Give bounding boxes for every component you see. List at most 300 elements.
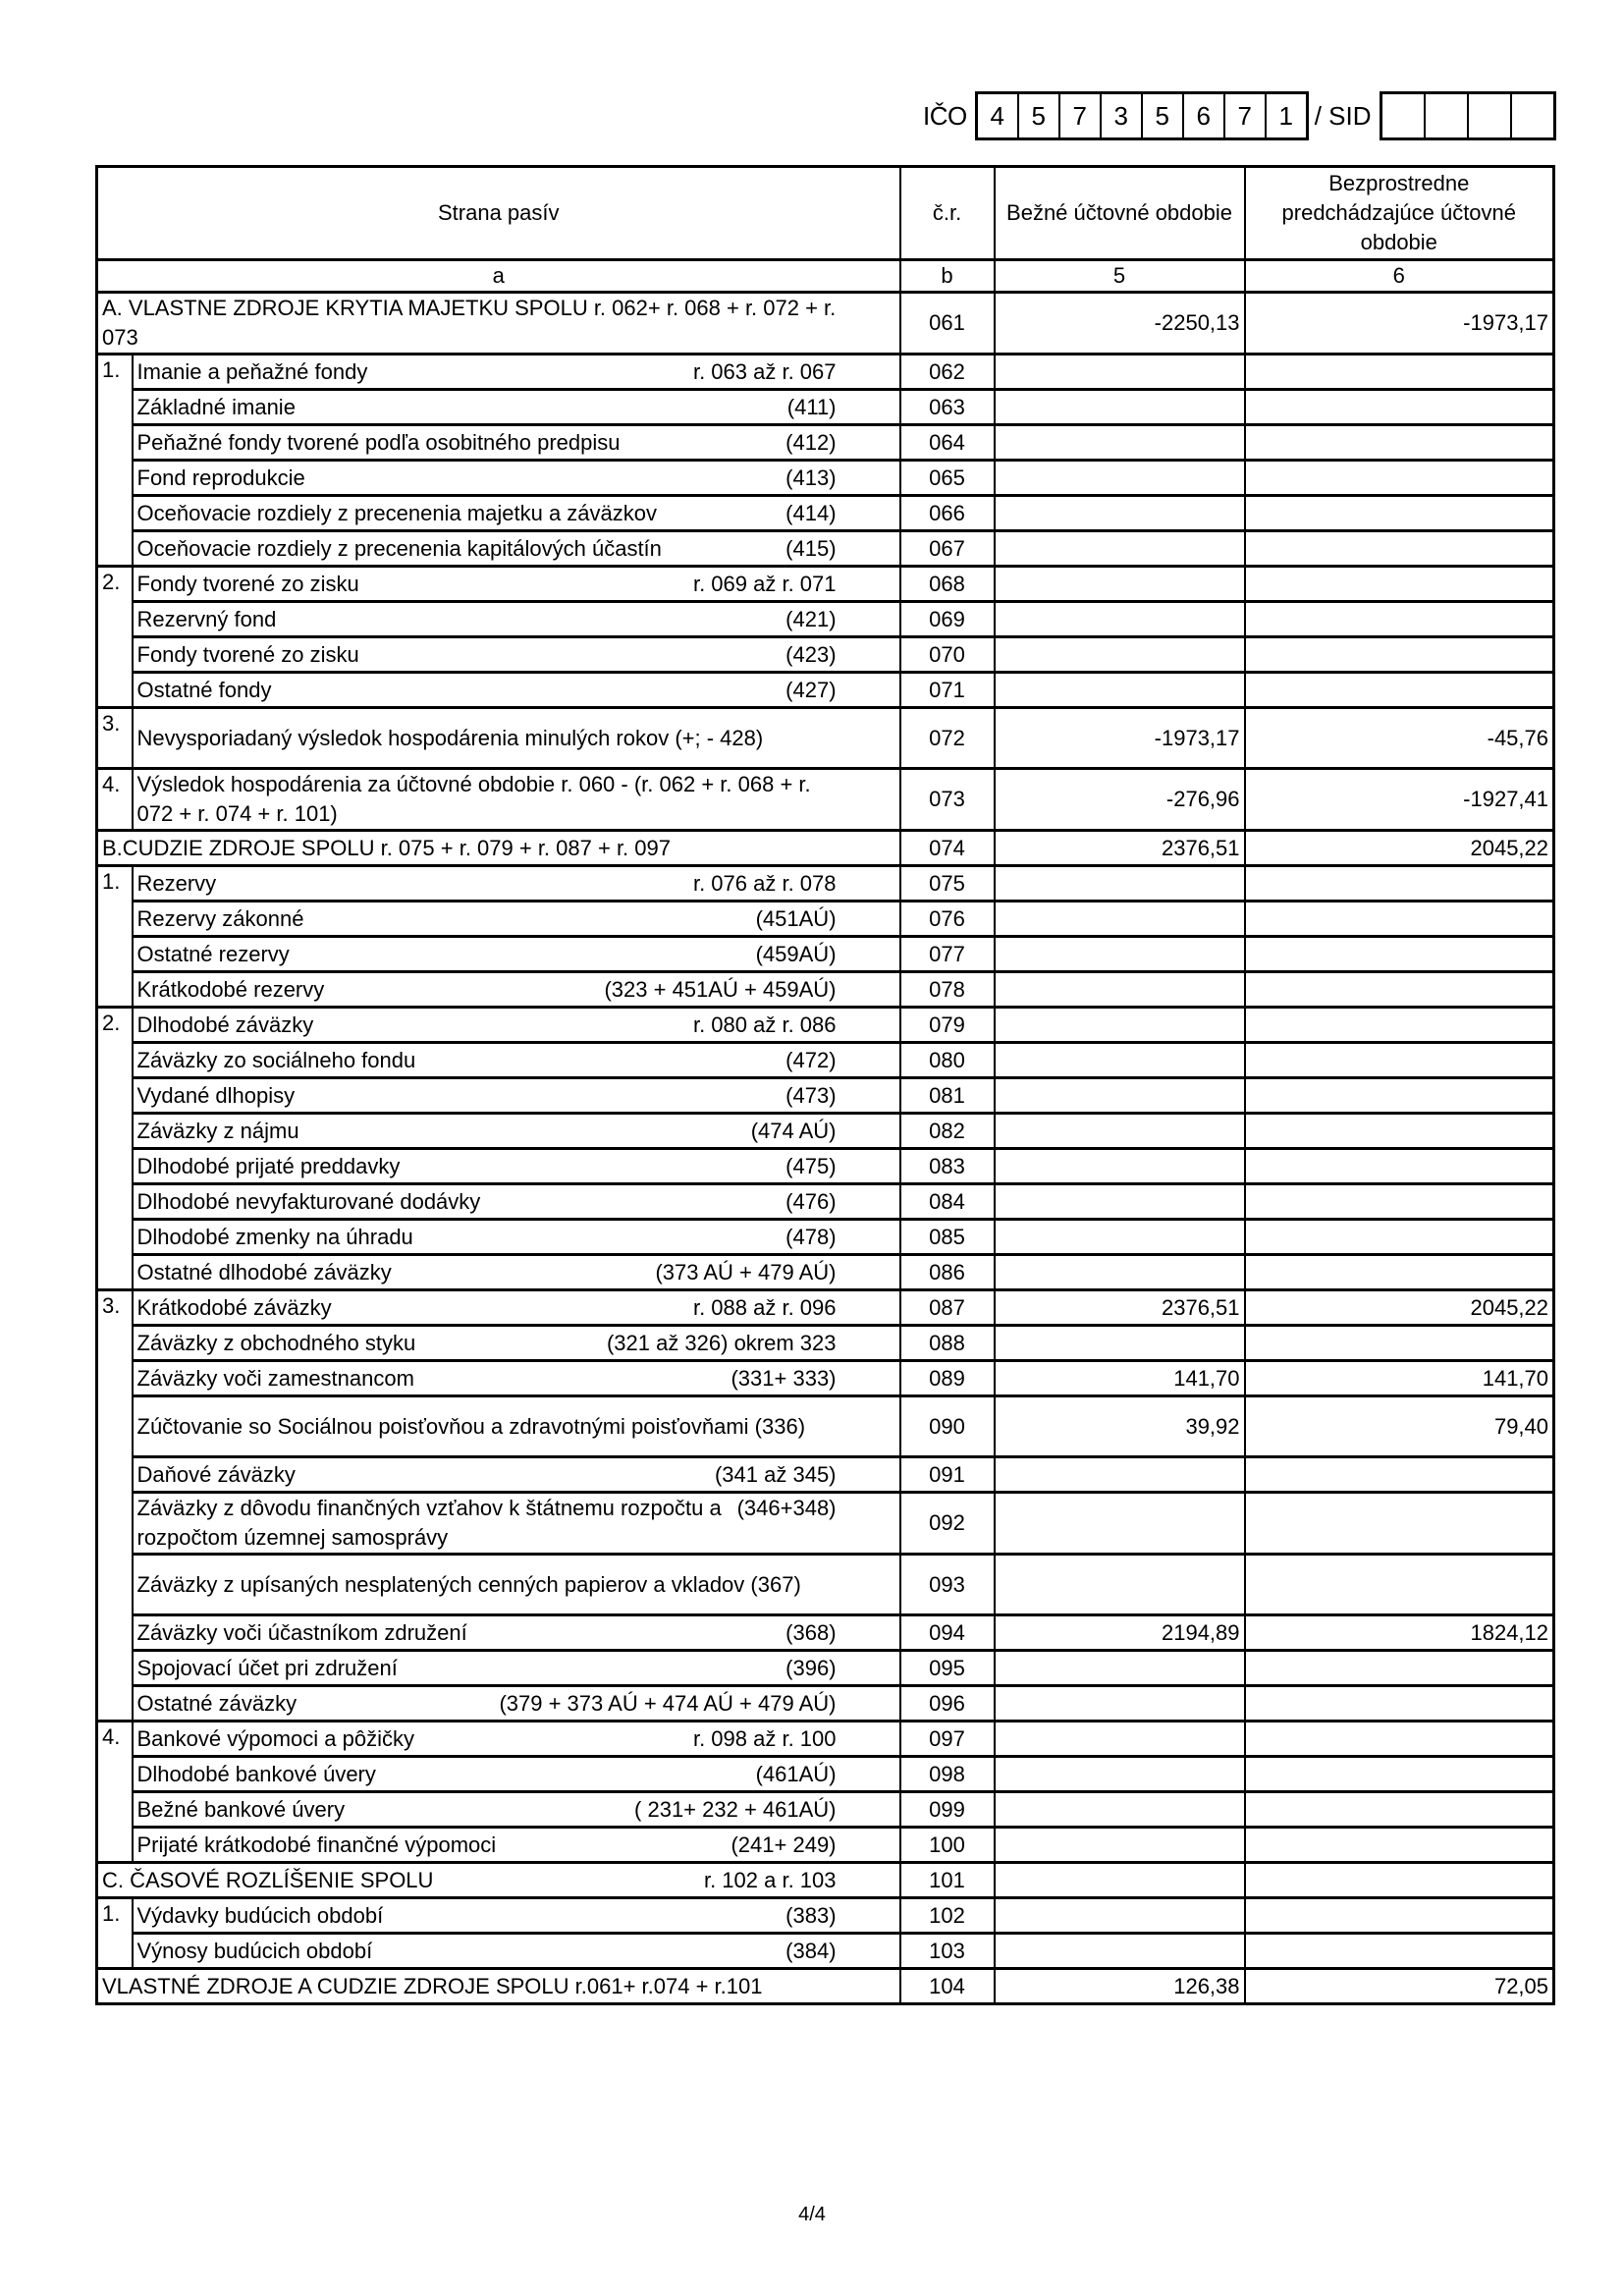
row-label-text: Peňažné fondy tvorené podľa osobitného predpisu xyxy=(136,429,621,455)
ico-boxes xyxy=(975,91,1309,140)
value-previous-period xyxy=(1245,1828,1554,1863)
row-code: 089 xyxy=(900,1361,995,1396)
value-current-period xyxy=(995,390,1245,425)
row-label xyxy=(97,1863,900,1898)
row-account-ref: r. 076 až r. 078 xyxy=(692,870,837,896)
row-account-ref: (241+ 249) xyxy=(731,1831,837,1857)
value-previous-period xyxy=(1245,1043,1554,1078)
table-row xyxy=(97,1757,1554,1792)
table-row xyxy=(97,1792,1554,1828)
row-label xyxy=(133,1686,900,1722)
row-account-ref: (478) xyxy=(785,1224,837,1249)
row-code: 088 xyxy=(900,1326,995,1361)
row-item-number: 1. xyxy=(97,866,133,1008)
row-label-text: Fondy tvorené zo zisku xyxy=(136,571,359,596)
value-previous-period xyxy=(1245,602,1554,637)
table-row xyxy=(97,1114,1554,1149)
row-code: 097 xyxy=(900,1722,995,1757)
table-row xyxy=(97,531,1554,567)
value-previous-period xyxy=(1245,866,1554,902)
row-account-ref xyxy=(837,294,895,353)
value-previous-period xyxy=(1245,1457,1554,1493)
table-row xyxy=(97,390,1554,425)
table-row xyxy=(97,1863,1554,1898)
value-previous-period xyxy=(1245,1863,1554,1898)
row-label-text: Prijaté krátkodobé finančné výpomoci xyxy=(136,1831,497,1857)
row-account-ref: r. 069 až r. 071 xyxy=(692,571,837,596)
row-code: 102 xyxy=(900,1898,995,1934)
table-row xyxy=(97,1934,1554,1969)
row-item-number: 1. xyxy=(97,355,133,567)
row-label-text: Imanie a peňažné fondy xyxy=(136,358,368,384)
row-code: 082 xyxy=(900,1114,995,1149)
row-label xyxy=(133,1184,900,1220)
value-current-period xyxy=(995,866,1245,902)
row-label-text: Bežné bankové úvery xyxy=(136,1796,346,1822)
row-label-text: Dlhodobé nevyfakturované dodávky xyxy=(136,1188,481,1214)
row-account-ref: (321 až 326) okrem 323 xyxy=(606,1330,837,1355)
row-account-ref xyxy=(837,1412,895,1442)
value-current-period xyxy=(995,1863,1245,1898)
row-label xyxy=(133,866,900,902)
row-account-ref: (323 + 451AÚ + 459AÚ) xyxy=(604,976,837,1002)
value-current-period xyxy=(995,637,1245,673)
value-previous-period: 141,70 xyxy=(1245,1361,1554,1396)
row-account-ref: (421) xyxy=(785,606,837,631)
sid-digit xyxy=(1382,94,1426,137)
table-row xyxy=(97,496,1554,531)
ico-digit: 5 xyxy=(1019,94,1060,137)
table-row xyxy=(97,1396,1554,1457)
sid-digit xyxy=(1469,94,1512,137)
row-label xyxy=(133,1255,900,1290)
value-previous-period xyxy=(1245,637,1554,673)
row-label xyxy=(133,708,900,769)
value-previous-period xyxy=(1245,1792,1554,1828)
row-label-text: Oceňovacie rozdiely z precenenia kapitálových účastín xyxy=(136,535,662,561)
row-code: 100 xyxy=(900,1828,995,1863)
value-previous-period: 2045,22 xyxy=(1245,831,1554,866)
table-row xyxy=(97,937,1554,972)
value-current-period: -1973,17 xyxy=(995,708,1245,769)
value-current-period xyxy=(995,937,1245,972)
row-code: 103 xyxy=(900,1934,995,1969)
table-row xyxy=(97,1555,1554,1615)
row-code: 079 xyxy=(900,1008,995,1043)
row-code: 069 xyxy=(900,602,995,637)
row-code: 073 xyxy=(900,769,995,831)
row-account-ref: ( 231+ 232 + 461AÚ) xyxy=(634,1796,837,1822)
row-code: 095 xyxy=(900,1651,995,1686)
row-label xyxy=(133,972,900,1008)
table-row xyxy=(97,355,1554,390)
value-current-period xyxy=(995,1898,1245,1934)
row-label xyxy=(97,293,900,355)
value-previous-period xyxy=(1245,1934,1554,1969)
row-code: 086 xyxy=(900,1255,995,1290)
value-previous-period xyxy=(1245,531,1554,567)
value-current-period xyxy=(995,1220,1245,1255)
row-account-ref: (423) xyxy=(785,641,837,667)
row-label xyxy=(133,1792,900,1828)
row-code: 076 xyxy=(900,902,995,937)
row-account-ref: (413) xyxy=(785,465,837,490)
value-current-period: -2250,13 xyxy=(995,293,1245,355)
row-label-text: Výdavky budúcich období xyxy=(136,1902,384,1928)
row-label xyxy=(133,1555,900,1615)
table-row xyxy=(97,567,1554,602)
row-code: 098 xyxy=(900,1757,995,1792)
row-code: 068 xyxy=(900,567,995,602)
row-label-text: Výnosy budúcich období xyxy=(136,1938,373,1963)
table-row xyxy=(97,1898,1554,1934)
table-row xyxy=(97,1686,1554,1722)
value-current-period: 141,70 xyxy=(995,1361,1245,1396)
row-label-text: Základné imanie xyxy=(136,394,296,419)
row-label-text: Nevysporiadaný výsledok hospodárenia minulých rokov (+; - 428) xyxy=(136,725,764,750)
table-row xyxy=(97,1828,1554,1863)
table-row xyxy=(97,1043,1554,1078)
row-label xyxy=(133,531,900,567)
ico-digit: 7 xyxy=(1225,94,1267,137)
row-label xyxy=(97,831,900,866)
column-code-text: a xyxy=(97,260,900,293)
row-label xyxy=(133,1898,900,1934)
row-label-text: Rezervy zákonné xyxy=(136,905,304,931)
value-previous-period xyxy=(1245,1493,1554,1555)
row-label xyxy=(133,769,900,831)
row-label-text: Výsledok hospodárenia za účtovné obdobie r. 060 - (r. 062 + r. 068 + r. 072 + r. 074 + r. 101) xyxy=(136,772,811,826)
row-label-text: Dlhodobé bankové úvery xyxy=(136,1761,376,1786)
row-code: 093 xyxy=(900,1555,995,1615)
ico-digit: 6 xyxy=(1184,94,1225,137)
value-previous-period xyxy=(1245,1078,1554,1114)
row-code: 072 xyxy=(900,708,995,769)
row-label xyxy=(133,1290,900,1326)
value-previous-period: 2045,22 xyxy=(1245,1290,1554,1326)
row-account-ref: (346+348) xyxy=(736,1496,837,1520)
table-row xyxy=(97,769,1554,831)
value-current-period xyxy=(995,1043,1245,1078)
row-account-ref: (411) xyxy=(786,394,837,419)
row-account-ref: (341 až 345) xyxy=(714,1461,837,1487)
row-item-number: 3. xyxy=(97,708,133,769)
value-current-period: 2376,51 xyxy=(995,1290,1245,1326)
row-account-ref: (475) xyxy=(785,1153,837,1178)
table-row xyxy=(97,293,1554,355)
row-label xyxy=(133,902,900,937)
row-label-text: Daňové záväzky xyxy=(136,1461,296,1487)
table-row xyxy=(97,1722,1554,1757)
value-previous-period xyxy=(1245,1651,1554,1686)
table-row xyxy=(97,1651,1554,1686)
row-label-text: Ostatné záväzky xyxy=(136,1690,298,1716)
row-label xyxy=(133,1757,900,1792)
value-previous-period: -45,76 xyxy=(1245,708,1554,769)
row-code: 092 xyxy=(900,1493,995,1555)
row-code: 087 xyxy=(900,1290,995,1326)
table-row xyxy=(97,1969,1554,2004)
column-header-previous: Bezprostredne predchádzajúce účtovné obdobie xyxy=(1245,167,1554,260)
row-label xyxy=(133,1615,900,1651)
row-code: 081 xyxy=(900,1078,995,1114)
row-label xyxy=(133,390,900,425)
value-current-period: 2376,51 xyxy=(995,831,1245,866)
page-number: 4/4 xyxy=(798,2204,826,2225)
row-label xyxy=(133,1220,900,1255)
row-label xyxy=(133,1934,900,1969)
row-label-text: Rezervný fond xyxy=(136,606,277,631)
row-account-ref: (461AÚ) xyxy=(755,1761,837,1786)
row-account-ref: r. 098 až r. 100 xyxy=(692,1725,837,1751)
table-row xyxy=(97,1290,1554,1326)
value-previous-period xyxy=(1245,567,1554,602)
column-code-cr: b xyxy=(900,260,995,293)
table-row xyxy=(97,708,1554,769)
row-account-ref: (474 AÚ) xyxy=(750,1118,837,1143)
row-label-text: C. ČASOVÉ ROZLÍŠENIE SPOLU xyxy=(102,1867,434,1892)
row-code: 064 xyxy=(900,425,995,461)
row-label xyxy=(133,1043,900,1078)
row-account-ref: (379 + 373 AÚ + 474 AÚ + 479 AÚ) xyxy=(499,1690,837,1716)
row-label-text: Ostatné dlhodobé záväzky xyxy=(136,1259,392,1285)
table-row xyxy=(97,1361,1554,1396)
value-previous-period xyxy=(1245,1008,1554,1043)
table-row xyxy=(97,461,1554,496)
value-previous-period xyxy=(1245,1757,1554,1792)
value-previous-period xyxy=(1245,1149,1554,1184)
value-previous-period xyxy=(1245,1114,1554,1149)
row-label xyxy=(133,1326,900,1361)
row-code: 099 xyxy=(900,1792,995,1828)
value-current-period xyxy=(995,1722,1245,1757)
row-account-ref xyxy=(837,1972,895,2001)
row-account-ref xyxy=(837,770,895,829)
row-code: 070 xyxy=(900,637,995,673)
value-previous-period xyxy=(1245,390,1554,425)
value-previous-period: 72,05 xyxy=(1245,1969,1554,2004)
row-label-text: Záväzky z nájmu xyxy=(136,1118,299,1143)
row-label xyxy=(133,1396,900,1457)
value-previous-period xyxy=(1245,1555,1554,1615)
value-current-period: 2194,89 xyxy=(995,1615,1245,1651)
column-header-text: Strana pasív xyxy=(97,167,900,260)
row-account-ref xyxy=(837,834,895,863)
row-code: 063 xyxy=(900,390,995,425)
row-label-text: Fond reprodukcie xyxy=(136,465,305,490)
value-previous-period: 1824,12 xyxy=(1245,1615,1554,1651)
row-code: 078 xyxy=(900,972,995,1008)
row-label xyxy=(97,1969,900,2004)
row-label xyxy=(133,673,900,708)
row-account-ref: r. 088 až r. 096 xyxy=(692,1294,837,1320)
row-account-ref: (368) xyxy=(785,1619,837,1645)
column-code-previous: 6 xyxy=(1245,260,1554,293)
row-label-text: Krátkodobé záväzky xyxy=(136,1294,332,1320)
table-row xyxy=(97,972,1554,1008)
row-item-number: 4. xyxy=(97,1722,133,1863)
row-label xyxy=(133,1361,900,1396)
table-row xyxy=(97,902,1554,937)
value-current-period xyxy=(995,1792,1245,1828)
table-row xyxy=(97,637,1554,673)
ico-digit: 1 xyxy=(1278,100,1293,131)
row-label xyxy=(133,602,900,637)
ico-digit: 7 xyxy=(1060,94,1102,137)
row-code: 080 xyxy=(900,1043,995,1078)
value-current-period xyxy=(995,1686,1245,1722)
value-previous-period: 79,40 xyxy=(1245,1396,1554,1457)
row-account-ref xyxy=(837,724,895,753)
row-code: 084 xyxy=(900,1184,995,1220)
value-current-period xyxy=(995,1457,1245,1493)
value-previous-period xyxy=(1245,972,1554,1008)
row-label-text: Ostatné fondy xyxy=(136,677,272,702)
ico-sid-header xyxy=(923,92,1556,139)
row-label xyxy=(133,1651,900,1686)
value-current-period xyxy=(995,355,1245,390)
row-account-ref: (472) xyxy=(785,1047,837,1072)
value-previous-period xyxy=(1245,425,1554,461)
row-label xyxy=(133,567,900,602)
sid-label: / SID xyxy=(1314,100,1372,131)
value-previous-period xyxy=(1245,673,1554,708)
table-body xyxy=(97,293,1554,2004)
value-previous-period xyxy=(1245,1722,1554,1757)
table-row xyxy=(97,1078,1554,1114)
row-label xyxy=(133,1149,900,1184)
row-label-text: Dlhodobé zmenky na úhradu xyxy=(136,1224,413,1249)
row-label-text: Dlhodobé prijaté preddavky xyxy=(136,1153,401,1178)
value-current-period xyxy=(995,531,1245,567)
row-label xyxy=(133,1114,900,1149)
row-account-ref: (427) xyxy=(785,677,837,702)
table-row xyxy=(97,866,1554,902)
row-item-number: 1. xyxy=(97,1898,133,1969)
row-code: 094 xyxy=(900,1615,995,1651)
row-account-ref: (373 AÚ + 479 AÚ) xyxy=(655,1259,837,1285)
value-previous-period xyxy=(1245,1326,1554,1361)
row-item-number: 3. xyxy=(97,1290,133,1722)
row-code: 085 xyxy=(900,1220,995,1255)
value-current-period xyxy=(995,602,1245,637)
table-row xyxy=(97,1008,1554,1043)
row-label-text: Záväzky z upísaných nesplatených cenných papierov a vkladov (367) xyxy=(136,1571,801,1597)
row-label-text: Dlhodobé záväzky xyxy=(136,1011,314,1037)
value-current-period xyxy=(995,1078,1245,1114)
row-label-text: Zúčtovanie so Sociálnou poisťovňou a zdravotnými poisťovňami (336) xyxy=(136,1413,806,1439)
table-row xyxy=(97,602,1554,637)
row-account-ref: (384) xyxy=(785,1938,837,1963)
value-current-period xyxy=(995,1326,1245,1361)
row-account-ref: r. 080 až r. 086 xyxy=(692,1011,837,1037)
value-previous-period xyxy=(1245,355,1554,390)
value-current-period: 126,38 xyxy=(995,1969,1245,2004)
ico-digit: 5 xyxy=(1143,94,1184,137)
row-account-ref: (459AÚ) xyxy=(755,941,837,966)
value-previous-period xyxy=(1245,496,1554,531)
row-label-text: Záväzky z obchodného styku xyxy=(136,1330,416,1355)
row-code: 090 xyxy=(900,1396,995,1457)
value-current-period xyxy=(995,496,1245,531)
row-account-ref: (473) xyxy=(785,1082,837,1108)
value-current-period: -276,96 xyxy=(995,769,1245,831)
row-label xyxy=(133,1457,900,1493)
row-code: 062 xyxy=(900,355,995,390)
table-row xyxy=(97,1149,1554,1184)
table-row xyxy=(97,1220,1554,1255)
row-label xyxy=(133,1722,900,1757)
value-previous-period: -1973,17 xyxy=(1245,293,1554,355)
column-code-current: 5 xyxy=(995,260,1245,293)
value-previous-period xyxy=(1245,1686,1554,1722)
value-current-period xyxy=(995,1114,1245,1149)
row-label-text: B.CUDZIE ZDROJE SPOLU r. 075 + r. 079 + r. 087 + r. 097 xyxy=(102,835,671,860)
row-item-number: 4. xyxy=(97,769,133,831)
table-row xyxy=(97,1326,1554,1361)
row-label xyxy=(133,461,900,496)
value-previous-period xyxy=(1245,937,1554,972)
row-account-ref: r. 063 až r. 067 xyxy=(692,358,837,384)
row-account-ref: (451AÚ) xyxy=(755,905,837,931)
sid-boxes xyxy=(1380,91,1556,140)
ico-label: IČO xyxy=(923,100,967,131)
row-account-ref: (383) xyxy=(785,1902,837,1928)
value-previous-period xyxy=(1245,1255,1554,1290)
value-current-period xyxy=(995,1828,1245,1863)
row-label xyxy=(133,1078,900,1114)
table-row xyxy=(97,1493,1554,1555)
row-code: 074 xyxy=(900,831,995,866)
table-row xyxy=(97,1184,1554,1220)
row-label-text: VLASTNÉ ZDROJE A CUDZIE ZDROJE SPOLU r.061+ r.074 + r.101 xyxy=(102,1973,763,1998)
row-label-text: Ostatné rezervy xyxy=(136,941,290,966)
table-row xyxy=(97,673,1554,708)
row-code: 065 xyxy=(900,461,995,496)
row-label xyxy=(133,1828,900,1863)
row-code: 075 xyxy=(900,866,995,902)
row-label-text: Bankové výpomoci a pôžičky xyxy=(136,1725,414,1751)
row-account-ref: r. 102 a r. 103 xyxy=(703,1867,837,1892)
row-label-text: Záväzky voči zamestnancom xyxy=(136,1365,414,1391)
row-item-number: 2. xyxy=(97,1008,133,1290)
value-current-period xyxy=(995,1555,1245,1615)
row-code: 077 xyxy=(900,937,995,972)
value-current-period xyxy=(995,461,1245,496)
value-current-period xyxy=(995,1184,1245,1220)
row-code: 071 xyxy=(900,673,995,708)
value-previous-period xyxy=(1245,902,1554,937)
value-current-period xyxy=(995,1757,1245,1792)
column-header-current: Bežné účtovné obdobie xyxy=(995,167,1245,260)
liabilities-table xyxy=(95,165,1555,2005)
value-current-period xyxy=(995,1255,1245,1290)
value-current-period xyxy=(995,1008,1245,1043)
row-account-ref: (415) xyxy=(785,535,837,561)
row-label-text: Oceňovacie rozdiely z precenenia majetku a záväzkov xyxy=(136,500,657,525)
row-code: 066 xyxy=(900,496,995,531)
row-label xyxy=(133,425,900,461)
row-account-ref: (476) xyxy=(785,1188,837,1214)
value-current-period xyxy=(995,425,1245,461)
value-previous-period xyxy=(1245,1184,1554,1220)
row-account-ref: (396) xyxy=(785,1655,837,1680)
row-code: 061 xyxy=(900,293,995,355)
row-label xyxy=(133,1493,900,1555)
table-row xyxy=(97,1615,1554,1651)
value-previous-period: -1927,41 xyxy=(1245,769,1554,831)
row-code: 096 xyxy=(900,1686,995,1722)
